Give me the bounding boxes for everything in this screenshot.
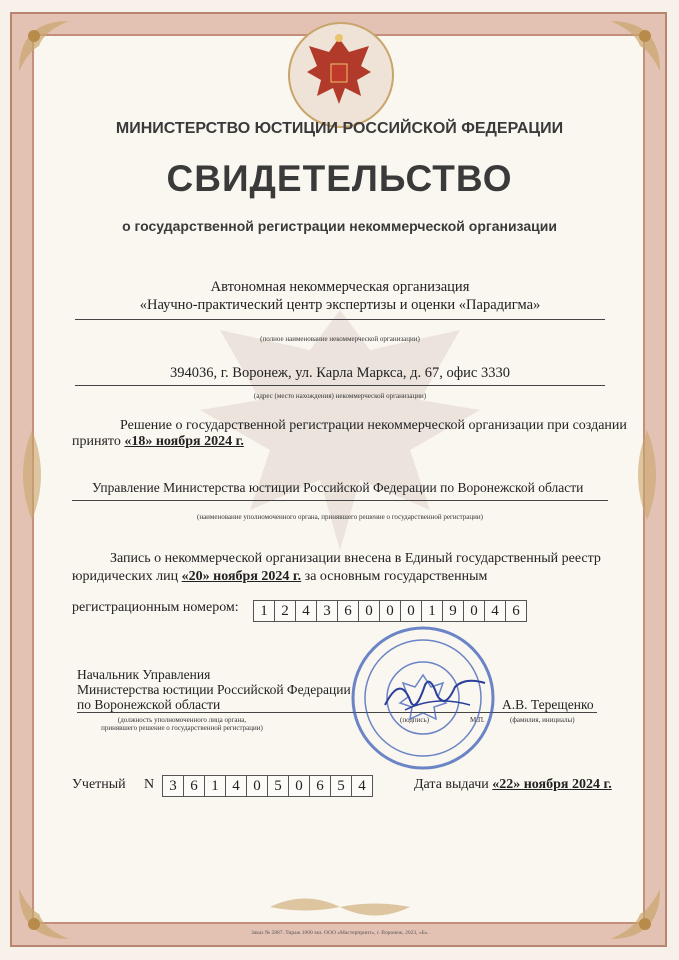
org-name-caption: (полное наименование некоммерческой организации) bbox=[260, 335, 420, 343]
coat-of-arms-icon bbox=[303, 30, 375, 110]
acct-label: Учетный bbox=[72, 777, 126, 792]
reg-digit: 6 bbox=[505, 600, 527, 622]
acct-n-label: N bbox=[144, 777, 155, 792]
issue-date: «22» ноября 2024 г. bbox=[492, 777, 612, 792]
acct-digit: 5 bbox=[330, 775, 352, 797]
bottom-ornament-icon bbox=[270, 890, 410, 924]
reg-digit: 2 bbox=[274, 600, 296, 622]
reg-number-label: регистрационным номером: bbox=[72, 600, 239, 615]
address-underline bbox=[75, 385, 605, 386]
signature-icon bbox=[375, 665, 495, 725]
reg-number-boxes bbox=[254, 600, 527, 622]
signer-position-line1: Начальник Управления bbox=[77, 667, 211, 682]
authority-underline bbox=[72, 500, 608, 501]
name-caption: (фамилия, инициалы) bbox=[510, 716, 575, 724]
acct-digit: 0 bbox=[288, 775, 310, 797]
corner-ornament-icon bbox=[605, 16, 665, 76]
decision-line2 bbox=[72, 434, 244, 450]
corner-ornament-icon bbox=[14, 16, 74, 76]
decision-text: Решение о государственной регистрации некоммерческой организации при создании bbox=[120, 418, 627, 433]
corner-ornament-icon bbox=[605, 884, 665, 944]
issue-label: Дата выдачи bbox=[414, 777, 489, 792]
org-name-line2: «Научно-практический центр экспертизы и оценки «Парадигма» bbox=[139, 297, 541, 313]
print-footer: Заказ № 5887. Тираж 1000 экз. ООО «Мастерпринт», г. Воронеж, 2023, «Б». bbox=[251, 930, 429, 936]
document-subtitle: о государственной регистрации некоммерческой организации bbox=[122, 218, 557, 234]
org-name-underline bbox=[75, 319, 605, 320]
stamp-place-mark: М.П. bbox=[470, 716, 485, 724]
acct-digit: 5 bbox=[267, 775, 289, 797]
side-ornament-icon bbox=[629, 430, 665, 520]
acct-number-boxes bbox=[163, 775, 373, 797]
ministry-header: МИНИСТЕРСТВО ЮСТИЦИИ РОССИЙСКОЙ ФЕДЕРАЦИИ bbox=[115, 120, 564, 137]
entry-prefix: юридических лиц bbox=[72, 569, 179, 584]
reg-digit: 1 bbox=[421, 600, 443, 622]
org-address: 394036, г. Воронеж, ул. Карла Маркса, д. 67, офис 3330 bbox=[170, 365, 510, 381]
acct-digit: 4 bbox=[225, 775, 247, 797]
reg-digit: 0 bbox=[400, 600, 422, 622]
reg-digit: 0 bbox=[358, 600, 380, 622]
decision-date: «18» ноября 2024 г. bbox=[124, 434, 244, 449]
signer-name: А.В. Терещенко bbox=[502, 697, 594, 712]
side-ornament-icon bbox=[14, 430, 50, 520]
signer-position-line3: по Воронежской области bbox=[77, 697, 221, 712]
entry-suffix: за основным государственным bbox=[304, 569, 488, 584]
acct-digit: 6 bbox=[309, 775, 331, 797]
acct-digit: 1 bbox=[204, 775, 226, 797]
corner-ornament-icon bbox=[14, 884, 74, 944]
issue-date-line bbox=[414, 777, 612, 793]
signer-position-line2: Министерства юстиции Российской Федерации bbox=[77, 682, 351, 697]
signature-caption: (подпись) bbox=[400, 716, 430, 724]
acct-digit: 3 bbox=[162, 775, 184, 797]
acct-digit: 0 bbox=[246, 775, 268, 797]
reg-digit: 0 bbox=[463, 600, 485, 622]
reg-digit: 6 bbox=[337, 600, 359, 622]
authority-name: Управление Министерства юстиции Российской Федерации по Воронежской области bbox=[92, 480, 584, 495]
decision-prefix: принято bbox=[72, 434, 121, 449]
reg-digit: 1 bbox=[253, 600, 275, 622]
entry-text: Запись о некоммерческой организации внесена в Единый государственный реестр bbox=[110, 551, 601, 566]
entry-date: «20» ноября 2024 г. bbox=[181, 569, 302, 584]
document-title: СВИДЕТЕЛЬСТВО bbox=[166, 158, 513, 199]
reg-digit: 0 bbox=[379, 600, 401, 622]
reg-digit: 4 bbox=[484, 600, 506, 622]
org-name-line1: Автономная некоммерческая организация bbox=[210, 279, 470, 295]
signer-caption2: принявшего решение о государственной регистрации) bbox=[101, 724, 263, 732]
signer-caption1: (должность уполномоченного лица органа, bbox=[117, 716, 247, 724]
reg-digit: 3 bbox=[316, 600, 338, 622]
acct-digit: 4 bbox=[351, 775, 373, 797]
address-caption: (адрес (место нахождения) некоммерческой организации) bbox=[253, 392, 427, 400]
reg-digit: 9 bbox=[442, 600, 464, 622]
reg-digit: 4 bbox=[295, 600, 317, 622]
acct-digit: 6 bbox=[183, 775, 205, 797]
authority-caption: (наименование уполномоченного органа, принявшего решение о государственной регистрации) bbox=[197, 513, 483, 521]
entry-line2 bbox=[72, 569, 487, 585]
